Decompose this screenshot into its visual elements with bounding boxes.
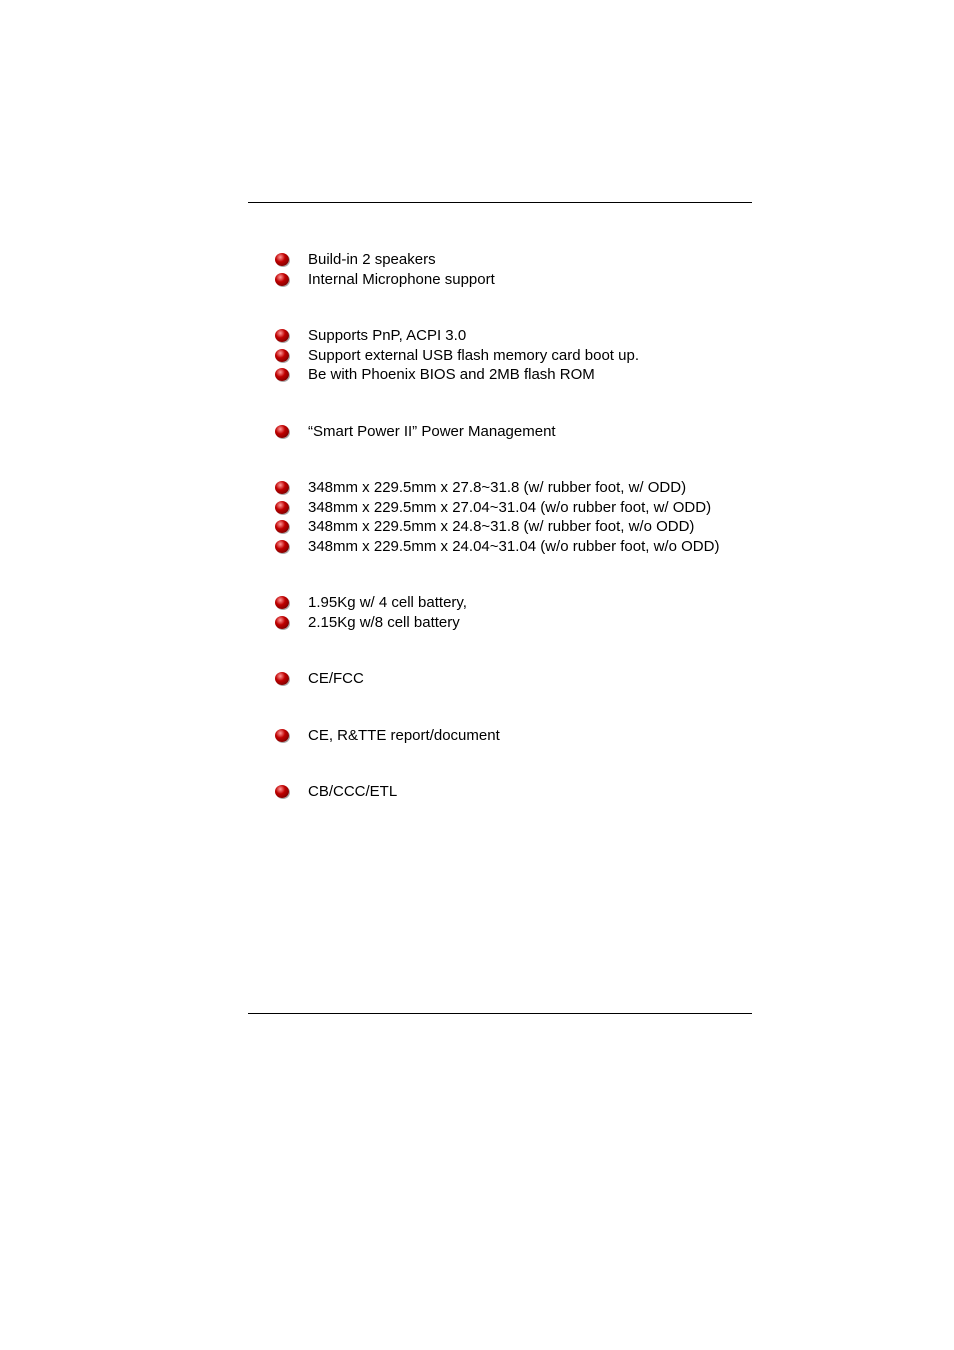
red-sphere-bullet-icon: [275, 501, 289, 514]
list-item-text: Supports PnP, ACPI 3.0: [308, 327, 467, 344]
list-item: [274, 270, 764, 290]
list-item-text: 348mm x 229.5mm x 27.8~31.8 (w/ rubber foot, w/ ODD): [308, 479, 687, 496]
red-sphere-bullet-icon: [275, 368, 289, 381]
list-item: [274, 613, 764, 633]
red-sphere-bullet-icon: [275, 329, 289, 342]
list-item-text: Internal Microphone support: [308, 270, 495, 288]
list-item-text: 348mm x 229.5mm x 27.04~31.04 (w/o rubber foot, w/ ODD): [308, 498, 712, 516]
red-sphere-bullet-icon: [275, 672, 289, 685]
list-item-text: 2.15Kg w/8 cell battery: [308, 613, 460, 631]
red-sphere-bullet-icon: [275, 785, 289, 798]
spec-group-dimensions: [274, 478, 764, 556]
list-item-text: Support external USB flash memory card boot up.: [308, 346, 639, 364]
red-sphere-bullet-icon: [275, 729, 289, 742]
red-sphere-bullet-icon: [275, 481, 289, 494]
red-sphere-bullet-icon: [275, 273, 289, 286]
spec-group-rf: [274, 726, 764, 746]
spec-group-audio: [274, 250, 764, 289]
list-item: [274, 517, 764, 537]
red-sphere-bullet-icon: [275, 596, 289, 609]
list-item: [274, 365, 764, 385]
spec-group-bios: [274, 326, 764, 385]
list-item: [274, 346, 764, 366]
red-sphere-bullet-icon: [275, 253, 289, 266]
red-sphere-bullet-icon: [275, 425, 289, 438]
list-item: [274, 250, 764, 270]
list-item-text: 1.95Kg w/ 4 cell battery,: [308, 594, 467, 611]
list-item: [274, 498, 764, 518]
list-item-text: CE/FCC: [308, 670, 364, 687]
list-item: [274, 326, 764, 346]
list-item-text: 348mm x 229.5mm x 24.04~31.04 (w/o rubber foot, w/o ODD): [308, 537, 720, 555]
spec-group-power: [274, 422, 764, 442]
red-sphere-bullet-icon: [275, 520, 289, 533]
list-item: [274, 593, 764, 613]
header-rule: [248, 202, 752, 203]
list-item: [274, 478, 764, 498]
list-item-text: 348mm x 229.5mm x 24.8~31.8 (w/ rubber foot, w/o ODD): [308, 518, 695, 535]
red-sphere-bullet-icon: [275, 616, 289, 629]
spec-content: [274, 250, 764, 802]
spec-group-emi: [274, 669, 764, 689]
list-item-text: “Smart Power II” Power Management: [308, 422, 556, 440]
list-item: [274, 537, 764, 557]
list-item-text: Be with Phoenix BIOS and 2MB flash ROM: [308, 366, 595, 383]
list-item-text: Build-in 2 speakers: [308, 251, 436, 268]
list-item: [274, 422, 764, 442]
footer-rule: [248, 1013, 752, 1014]
list-item-text: CE, R&TTE report/document: [308, 726, 500, 744]
red-sphere-bullet-icon: [275, 540, 289, 553]
list-item: [274, 726, 764, 746]
list-item-text: CB/CCC/ETL: [308, 783, 398, 800]
spec-group-weight: [274, 593, 764, 632]
red-sphere-bullet-icon: [275, 349, 289, 362]
list-item: [274, 782, 764, 802]
spec-group-safety: [274, 782, 764, 802]
list-item: [274, 669, 764, 689]
